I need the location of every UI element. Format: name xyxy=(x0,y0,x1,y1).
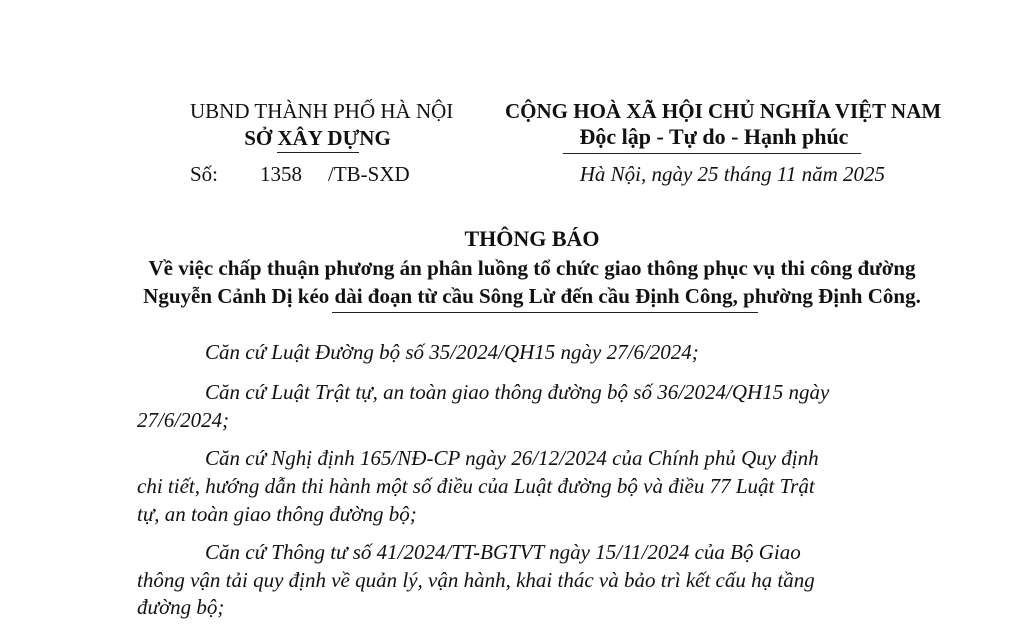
agency-parent: UBND THÀNH PHỐ HÀ NỘI xyxy=(190,99,454,123)
basis-paragraph-4-line-1: Căn cứ Thông tư số 41/2024/TT-BGTVT ngày 15/11/2024 của Bộ Giao xyxy=(205,540,801,564)
document-number-label: Số: xyxy=(190,162,219,186)
agency-name: SỞ XÂY DỰNG xyxy=(244,126,391,150)
basis-paragraph-3-line-3: tự, an toàn giao thông đường bộ; xyxy=(137,502,417,526)
document-title: THÔNG BÁO xyxy=(464,226,600,251)
motto-underline xyxy=(563,153,861,154)
place-date: Hà Nội, ngày 25 tháng 11 năm 2025 xyxy=(579,162,885,186)
document-number xyxy=(190,162,445,187)
document-subject-line-1: Về việc chấp thuận phương án phân luồng tổ chức giao thông phục vụ thi công đường xyxy=(148,256,916,280)
document-number-value: 1358 xyxy=(260,162,302,186)
document-subject-line-2: Nguyễn Cảnh Dị kéo dài đoạn từ cầu Sông Lừ đến cầu Định Công, phường Định Công. xyxy=(143,284,921,308)
agency-underline xyxy=(277,152,359,153)
basis-paragraph-4-line-2: thông vận tải quy định về quản lý, vận hành, khai thác và bảo trì kết cấu hạ tầng xyxy=(137,568,815,592)
basis-paragraph-4-line-3: đường bộ; xyxy=(137,595,225,619)
document-code: /TB-SXD xyxy=(328,162,410,186)
basis-paragraph-3-line-2: chi tiết, hướng dẫn thi hành một số điều của Luật đường bộ và điều 77 Luật Trật xyxy=(137,474,815,498)
nation-name: CỘNG HOÀ XÃ HỘI CHỦ NGHĨA VIỆT NAM xyxy=(505,99,942,123)
subject-underline xyxy=(332,312,758,313)
national-motto: Độc lập - Tự do - Hạnh phúc xyxy=(579,124,849,149)
basis-paragraph-2-line-1: Căn cứ Luật Trật tự, an toàn giao thông đường bộ số 36/2024/QH15 ngày xyxy=(205,380,830,404)
basis-paragraph-3-line-1: Căn cứ Nghị định 165/NĐ-CP ngày 26/12/2024 của Chính phủ Quy định xyxy=(205,446,819,470)
basis-paragraph-1: Căn cứ Luật Đường bộ số 35/2024/QH15 ngày 27/6/2024; xyxy=(205,340,699,364)
basis-paragraph-2-line-2: 27/6/2024; xyxy=(137,408,230,432)
